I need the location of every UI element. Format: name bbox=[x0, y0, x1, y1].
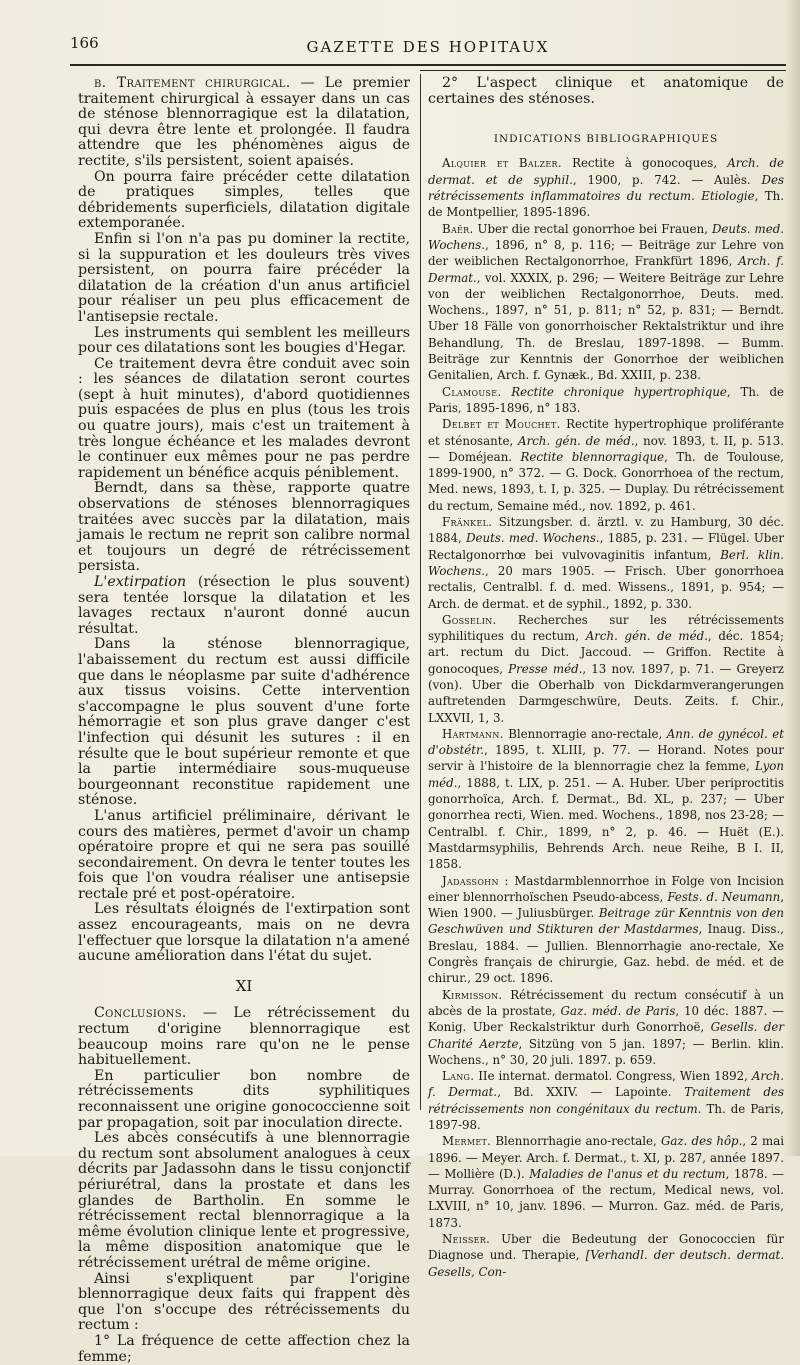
body-paragraph bbox=[78, 902, 410, 964]
body-paragraph bbox=[78, 170, 410, 232]
bibliography-entry bbox=[428, 873, 784, 987]
conclusions-section bbox=[78, 1006, 410, 1365]
entry-text: , 13 nov. 1897, p. 71. — Greyerz (von). Uber die Oberhalb von Dickdarmverangerungen auftretenden Darmgeschwüre, Deuts. Zeits. f. Chir., LXXVII, 1, 3. bbox=[428, 661, 785, 725]
entry-source: Fests. d. Neumann bbox=[667, 889, 781, 904]
bibliography-entry bbox=[428, 1231, 784, 1280]
entry-source: Gaz. des hôp. bbox=[660, 1134, 743, 1149]
entry-source: Arch. de dermat. et de syphil. bbox=[428, 156, 784, 187]
entry-author: Clamouse. bbox=[442, 384, 502, 399]
conclusion-paragraph bbox=[78, 1006, 410, 1068]
entry-author: Fränkel. bbox=[442, 515, 493, 530]
entry-text bbox=[501, 385, 511, 399]
entry-text: . Th. de Paris, 1897-98. bbox=[428, 1101, 784, 1132]
entry-text: Rectite à gonocoques, bbox=[561, 156, 728, 171]
bibliography-entry bbox=[428, 1068, 784, 1133]
entry-text: , Bd. XXIV. — Lapointe. bbox=[497, 1085, 685, 1100]
bibliography-title: INDICATIONS BIBLIOGRAPHIQUES bbox=[493, 133, 719, 146]
entry-source: Ann. de gynécol. et d'obstétr. bbox=[428, 726, 784, 758]
conclusion-paragraph bbox=[78, 1131, 410, 1271]
page-number: 166 bbox=[70, 34, 99, 52]
entry-author: Lang. bbox=[442, 1069, 475, 1084]
entry-text: , déc. 1854; art. rectum du Dict. Jaccoud. — Griffon. Rectite à gonocoques, bbox=[428, 629, 784, 676]
body-paragraph-lead: L'extirpation bbox=[94, 574, 187, 590]
body-paragraph-text: Ce traitement devra être conduit avec soin : les séances de dilatation seront courtes (sept à huit minutes), d'abord quotidiennes puis espacées de plus en plus (tous les trois ou quatre jours), mais c'est un traitement à très longue échéance et les malades devront le continuer eux mêmes pour ne pas perdre rapidement un bénéfice acquis péniblement. bbox=[78, 355, 410, 481]
entry-author: Alquier et Balzer. bbox=[442, 156, 562, 171]
entry-text: , Th. de Montpellier, 1895-1896. bbox=[428, 189, 785, 220]
entry-text: Uber die Bedeutung der Gonococcien für Diagnose und. Therapie, bbox=[428, 1232, 784, 1263]
entry-author: Neisser. bbox=[442, 1232, 491, 1247]
entry-text: , 2 mai 1896. — Meyer. Arch. f. Dermat., t. XI, p. 287, année 1897. — Mollière (D.). bbox=[428, 1134, 785, 1181]
entry-text: , Th. de Paris, 1895-1896, n° 183. bbox=[428, 384, 784, 415]
body-paragraph bbox=[78, 357, 410, 482]
header-rule bbox=[70, 64, 786, 66]
left-column bbox=[78, 76, 410, 1365]
entry-text: , 1878. — Murray. Gonorrhoea of the rectum, Medical news, vol. LXVIII, n° 10, janv. 1896. — Murron. Gaz. méd. de Paris, 1873. bbox=[428, 1166, 784, 1230]
right-column bbox=[428, 76, 784, 1280]
body-paragraph-text: Enfin si l'on n'a pas pu dominer la rectite, si la suppuration et les douleurs très vives persistent, on pourra faire précéder la dilatation de la création d'un anus artificiel pour réaliser un peu plus efficacement de l'antisepsie rectale. bbox=[78, 230, 410, 325]
header-rule-secondary bbox=[420, 70, 786, 71]
entry-text: Sitzungsber. d. ärztl. v. zu Hamburg, 30 déc. 1884, bbox=[428, 515, 784, 546]
left-paragraphs bbox=[78, 76, 410, 965]
entry-text: , 1885, p. 231. — Flügel. Uber Rectalgonorrhœ bei vulvovaginitis infantum, bbox=[428, 531, 784, 562]
entry-text: Mastdarmblennorrhoe in Folge von Incision einer blennorrhoïschen Pseudo-abcess, bbox=[428, 873, 785, 904]
entry-text: , Th. de Toulouse, 1899-1900, n° 372. — G. Dock. Gonorrhoea of the rectum, Med. news, 1893, t. I, p. 325. — Duplay. Du rétrécissement du rectum, Semaine méd., nov. 1892, p. 461. bbox=[428, 449, 784, 513]
body-paragraph bbox=[78, 575, 410, 637]
entry-source: Lyon méd. bbox=[428, 759, 784, 790]
conclusion-paragraph-text: — Le rétrécissement du rectum d'origine blennorragique est beaucoup moins rare qu'on ne le pense habituellement. bbox=[78, 1005, 410, 1069]
entry-source: Traitement des rétrécissements non congénitaux du rectum bbox=[428, 1085, 785, 1116]
body-paragraph-text: — Le premier traitement chirurgical à essayer dans un cas de sténose blennorragique est la dilatation, qui devra être lente et prolongée. Il faudra attendre que les phénomènes aigus de rectite, s'ils persistent, soient apaisés. bbox=[78, 75, 411, 169]
conclusion-paragraph-text: Ainsi s'expliquent par l'origine blennorragique deux faits qui frappent dès que l'on s'occupe des rétrécissements du rectum : bbox=[78, 1270, 410, 1334]
body-paragraph-text: L'anus artificiel préliminaire, dérivant le cours des matières, permet d'avoir un champ opératoire propre et qui ne sera pas souillé secondairement. On devra le tenter toutes les fois que l'on voudra réaliser une antisepsie rectale pré et post-opératoire. bbox=[78, 807, 410, 902]
entry-source: Arch. f. Dermat. bbox=[428, 254, 784, 285]
right-lead-paragraph: 2° L'aspect clinique et anatomique de certaines des sténoses. bbox=[428, 75, 784, 107]
body-paragraph-text: Les résultats éloignés de l'extirpation sont assez encourageants, mais on ne devra l'effectuer que lorsque la dilatation n'a amené aucune amélioration dans l'état du sujet. bbox=[78, 901, 410, 965]
entry-text: , 1895, t. XLIII, p. 77. — Horand. Notes pour servir à l'histoire de la blennorragie chez la femme, bbox=[428, 743, 784, 774]
entry-text: Blennorrhagie ano-rectale, bbox=[491, 1134, 661, 1149]
entry-source: Rectite chronique hypertrophique bbox=[511, 384, 727, 399]
entry-text: , 1900, p. 742. — Aulès. bbox=[572, 172, 762, 187]
entry-source: Maladies de l'anus et du rectum bbox=[529, 1166, 726, 1181]
section-number: XI bbox=[235, 976, 253, 995]
entry-source: Gaz. méd. de Paris bbox=[560, 1003, 676, 1018]
conclusion-paragraph-text: En particulier bon nombre de rétrécissements dits syphilitiques reconnaissent une origine gonococcienne soit par propagation, soit par inoculation directe. bbox=[78, 1067, 410, 1131]
entry-author: Mermet. bbox=[442, 1134, 492, 1149]
entry-text: IIe internat. dermatol. Congress, Wien 1892, bbox=[474, 1069, 752, 1084]
bibliography-entry bbox=[428, 221, 784, 384]
entry-source: Des rétrécissements inflammatoires du rectum. Etiologie bbox=[428, 172, 784, 204]
body-paragraph-text: (résection le plus souvent) sera tentée lorsque la dilatation et les lavages rectaux n'auront donné aucun résultat. bbox=[78, 574, 410, 637]
entry-author: Delbet et Mouchet. bbox=[442, 417, 561, 432]
body-paragraph-text: Les instruments qui semblent les meilleurs pour ces dilatations sont les bougies d'Hegar. bbox=[78, 324, 410, 357]
body-paragraph-lead: b. Traitement chirurgical. bbox=[94, 75, 291, 91]
conclusion-paragraph bbox=[78, 1069, 410, 1131]
entry-author: Baër. bbox=[442, 221, 474, 236]
body-paragraph bbox=[78, 637, 410, 809]
bibliography-entry bbox=[428, 514, 784, 612]
body-paragraph-text: Berndt, dans sa thèse, rapporte quatre observations de sténoses blennorragiques traitées avec succès par la dilatation, mais jamais le rectum ne reprit son calibre normal et toujours un degré de rétrécissement persista. bbox=[78, 480, 410, 575]
body-paragraph bbox=[78, 481, 410, 575]
body-paragraph bbox=[78, 326, 410, 357]
entry-text: Recherches sur les rétrécissements syphilitiques du rectum, bbox=[428, 612, 784, 644]
conclusion-paragraph-text: Les abcès consécutifs à une blennorragie du rectum sont absolument analogues à ceux décrits par Jadassohn dans le tissu conjonctif périurétral, dans la prostate et dans les glandes de Bartholin. En somme le rétrécissement rectal blennorragique a la même évolution clinique lente et progressive, la même disposition anatomique que le rétrécissement urétral de même origine. bbox=[78, 1130, 410, 1271]
entry-text: , vol. XXXIX, p. 296; — Weitere Beiträge zur Lehre von der weiblichen Rectalgonorrhoe, Deuts. med. Wochens., 1897, n° 51, p. 811; n° 52, p. 831; — Berndt. Uber 18 Fälle von gonorrhoischer Rektalstriktur und ihre Behandlung, Th. de Breslau, 1897-1898. — Bumm. Beiträge zur Kenntnis der Gonorrhoe der weiblichen Genitalien, Arch. f. Gynæk., Bd. XXIII, p. 238. bbox=[428, 270, 784, 383]
conclusion-paragraph-text: 1° La fréquence de cette affection chez la femme; bbox=[78, 1332, 410, 1365]
entry-text: , nov. 1893, t. II, p. 513. — Doméjean. bbox=[428, 433, 784, 464]
entry-source: Beitrage zür Kenntnis von den Geschwüven und Stikturen der Mastdarmes bbox=[428, 906, 784, 937]
journal-title: GAZETTE DES HOPITAUX bbox=[306, 38, 550, 56]
entry-text: , 10 déc. 1887. — Konig. Uber Reckalstriktur durh Gonorrhoë, bbox=[428, 1003, 784, 1035]
bibliography-entry bbox=[428, 416, 784, 514]
body-paragraph bbox=[78, 76, 410, 170]
conclusion-paragraph-lead: Conclusions. bbox=[94, 1005, 187, 1022]
entry-source: Arch. gén. de méd. bbox=[585, 629, 708, 644]
entry-source: Arch. f. Dermat. bbox=[428, 1069, 784, 1100]
entry-source: Arch. gén. de méd. bbox=[518, 433, 635, 448]
entry-source: Presse méd. bbox=[508, 661, 583, 676]
conclusion-paragraph bbox=[78, 1272, 410, 1334]
entry-source: Deuts. med. Wochens. bbox=[428, 221, 784, 252]
entry-author: Jadassohn : bbox=[442, 873, 509, 888]
bibliography-entry bbox=[428, 726, 784, 873]
entry-text: , Sitzüng von 5 jan. 1897; — Berlin. klin. Wochens., n° 30, 20 juli. 1897. p. 659. bbox=[428, 1036, 785, 1067]
bibliography-entry bbox=[428, 1133, 784, 1231]
body-paragraph bbox=[78, 232, 410, 326]
entry-text: , 1888, t. LIX, p. 251. — A. Huber. Uber periproctitis gonorrhoïca, Arch. f. Dermat., Bd. XL, p. 237; — Uber gonorrhea recti, Wien. med. Wochens., 1898, nos 23-28; — Centralbl. f. Chir., 1899, n° 2, p. 46. — Huët (E.). Mastdarmsyphilis, Behrends Arch. neue Reihe, B I. II, 1858. bbox=[428, 775, 784, 872]
entry-source: Deuts. med. Wochens. bbox=[466, 531, 600, 546]
body-paragraph-text: Dans la sténose blennorragique, l'abaissement du rectum est aussi difficile que dans le néoplasme par suite d'adhérence aux tissus voisins. Cette intervention s'accompagne le plus souvent d'une forte hémorragie et son plus grave danger c'est l'infection qui désunit les sutures : il en résulte que le bout supérieur remonte et que la partie intermédiaire sous-muqueuse bourgeonnant reconstitue rapidement une sténose. bbox=[78, 636, 410, 809]
entry-text: Uber die rectal gonorrhoe bei Frauen, bbox=[473, 221, 712, 236]
entry-source: Berl. klin. Wochens. bbox=[428, 547, 785, 578]
entry-text: Blennorragie ano-rectale, bbox=[503, 726, 667, 741]
entry-text: , 20 mars 1905. — Frisch. Uber gonorrhoea rectalis, Centralbl. f. d. med. Wissens., 1891, p. 954; — Arch. de dermat. et de syphil., 1892, p. 330. bbox=[428, 563, 784, 611]
bibliography-entry bbox=[428, 612, 784, 726]
entry-source: Rectite blennorragique bbox=[520, 449, 665, 464]
entry-text: Rectite hypertrophique proliférante et sténosante, bbox=[428, 417, 784, 448]
column-divider bbox=[420, 74, 421, 1110]
entry-text: , 1896, n° 8, p. 116; — Beiträge zur Lehre von der weiblichen Rectalgonorrhoe, Frankfürt 1896, bbox=[428, 237, 784, 269]
bibliography-entry bbox=[428, 987, 784, 1068]
conclusion-paragraph bbox=[78, 1334, 410, 1365]
bibliography-list bbox=[428, 155, 784, 1279]
page-header bbox=[70, 34, 786, 60]
entry-text: , Wien 1900. — Juliusbürger. bbox=[428, 889, 784, 921]
entry-author: Hartmann. bbox=[442, 726, 504, 741]
bibliography-entry bbox=[428, 384, 784, 417]
body-paragraph bbox=[78, 809, 410, 903]
entry-text: , Inaug. Diss., Breslau, 1884. — Jullien. Blennorrhagie ano-rectale, Xe Congrès français de chirurgie, Gaz. hebd. de méd. et de chirur., 29 oct. 1896. bbox=[428, 922, 784, 986]
entry-source: [Verhandl. der deutsch. dermat. Gesells, Con- bbox=[428, 1248, 784, 1279]
entry-author: Kirmisson. bbox=[442, 987, 503, 1002]
entry-author: Gosselin. bbox=[442, 612, 497, 627]
bibliography-entry bbox=[428, 155, 784, 220]
entry-source: Gesells. der Charité Aerzte bbox=[428, 1020, 784, 1051]
entry-text: Rétrécissement du rectum consécutif à un abcès de la prostate, bbox=[428, 987, 784, 1018]
body-paragraph-text: On pourra faire précéder cette dilatation de pratiques simples, telles que débridements superficiels, dilatation digitale extemporanée. bbox=[78, 168, 410, 232]
